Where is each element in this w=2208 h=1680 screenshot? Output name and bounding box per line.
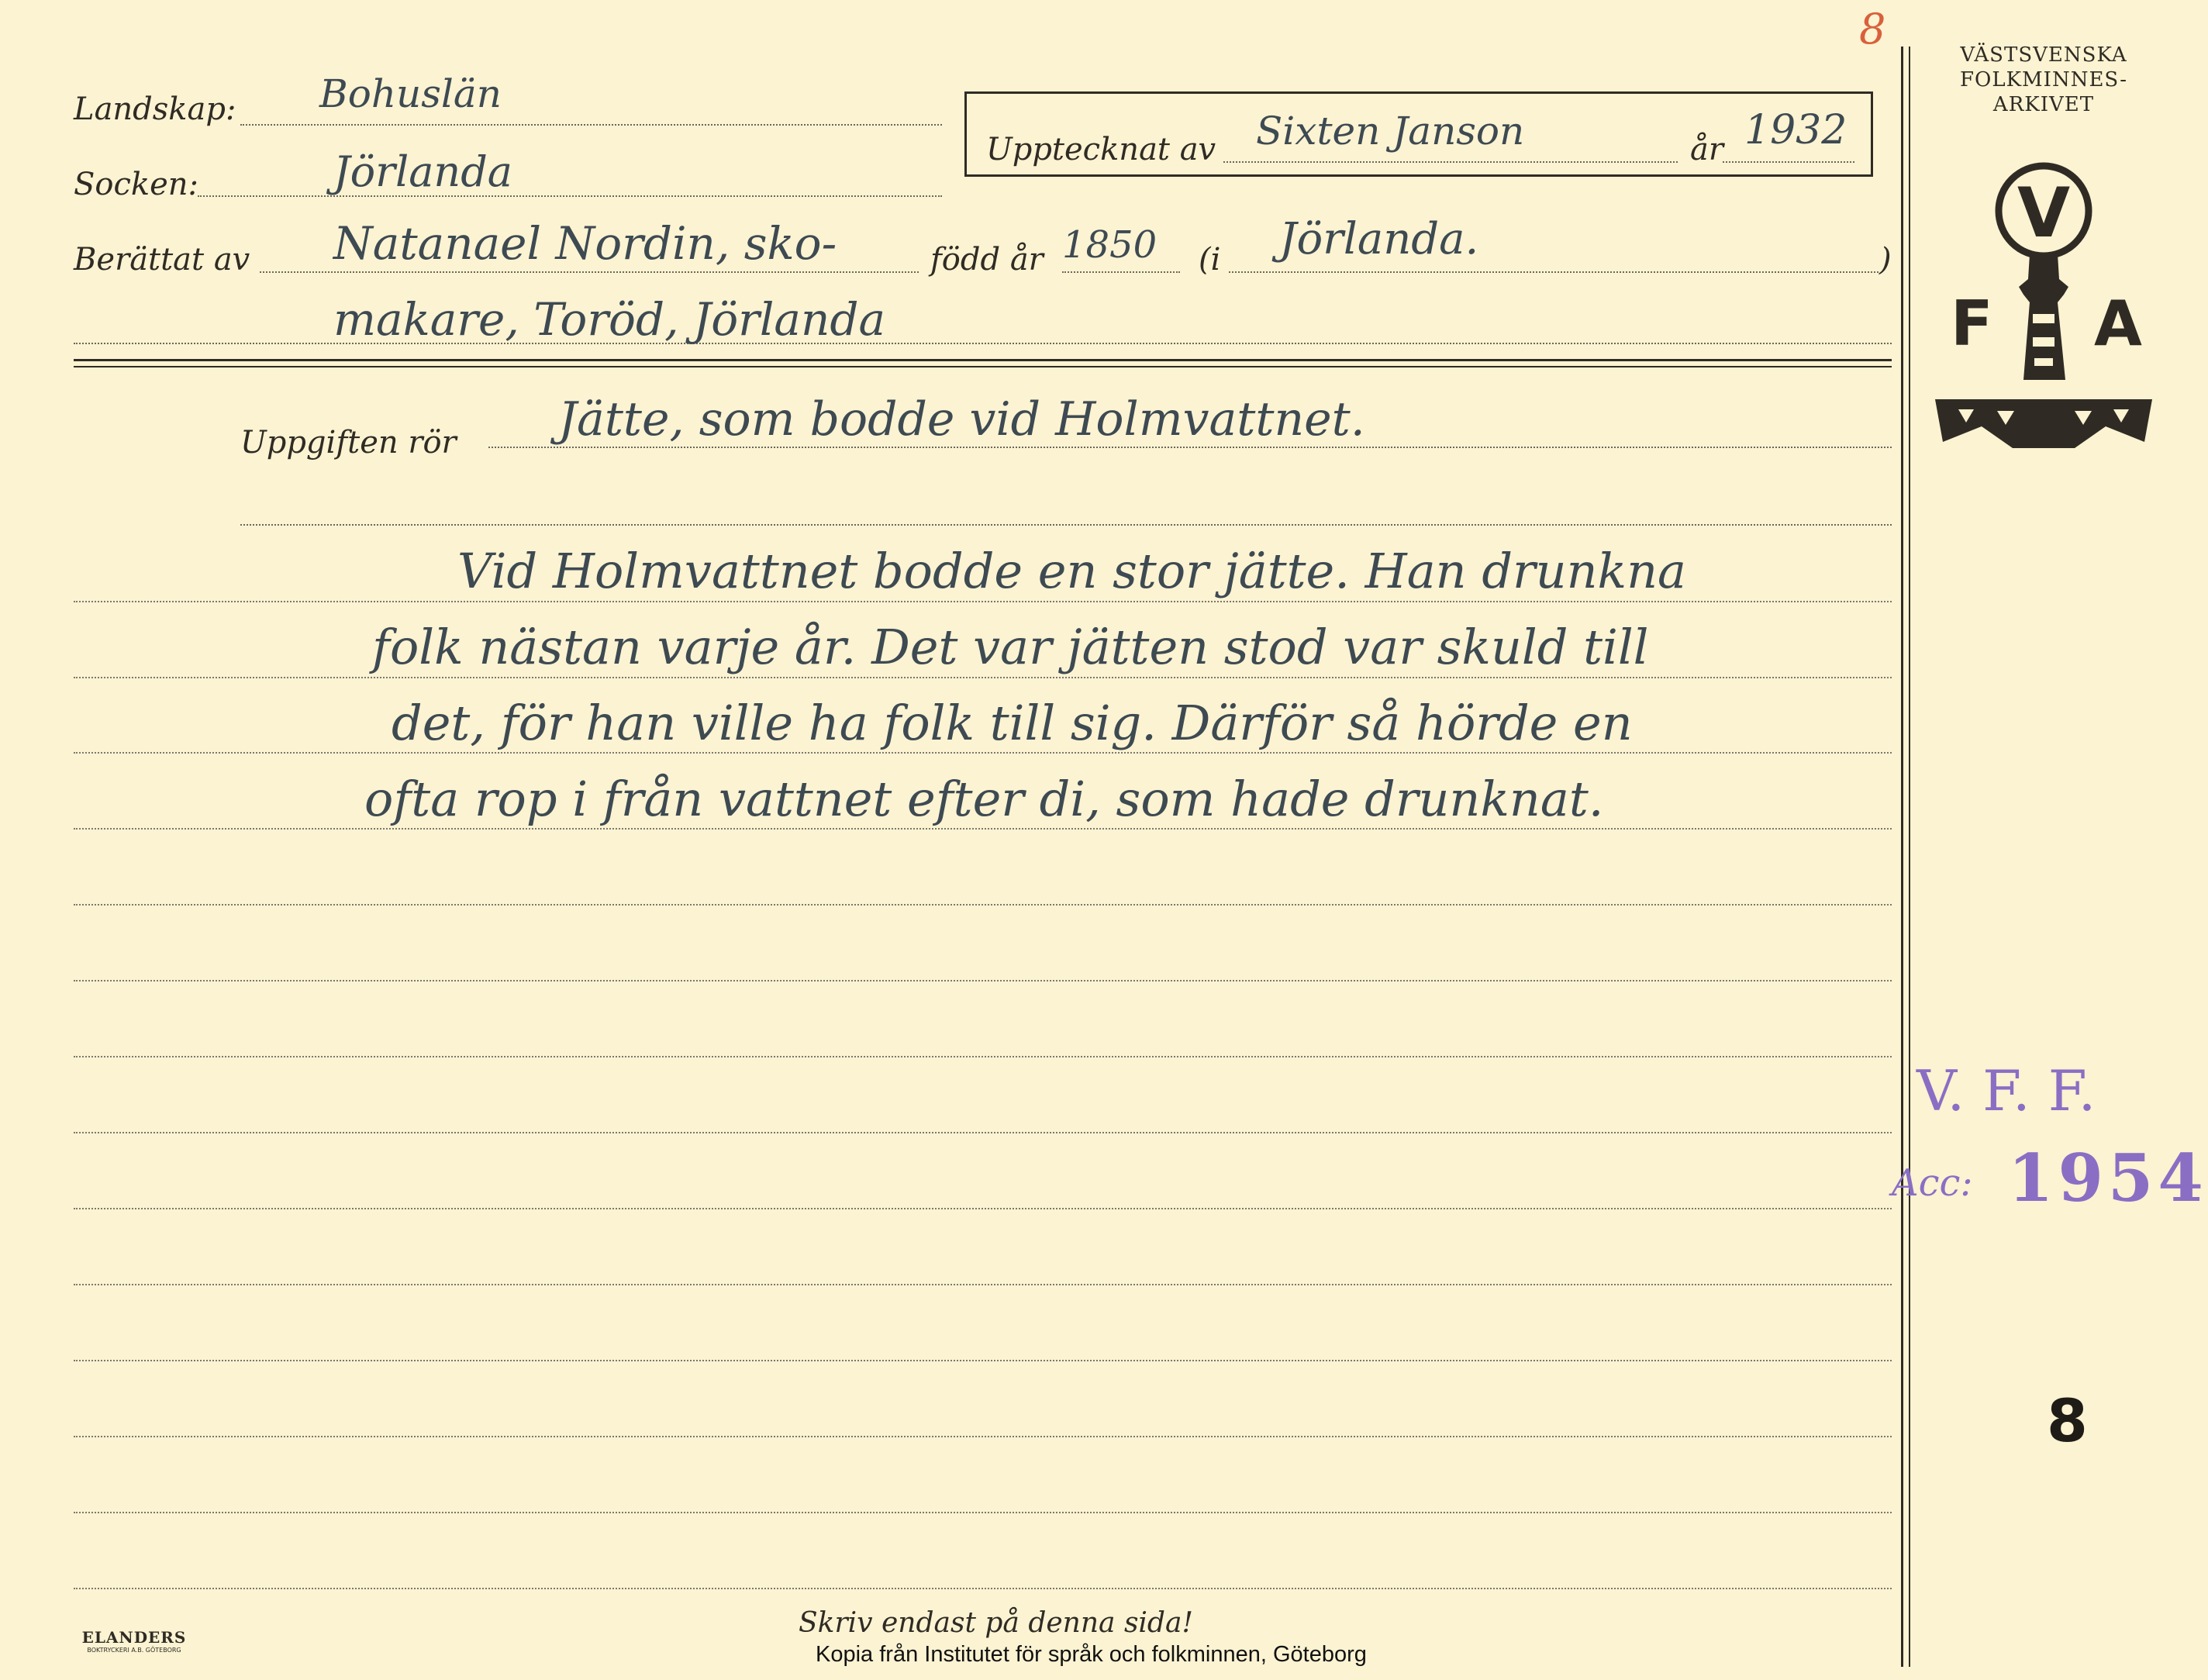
socken-value: Jörlanda [333, 147, 512, 196]
fodd-label: född år [930, 242, 1044, 278]
logo-f-letter: F [1951, 288, 1993, 360]
body-line-1: Vid Holmvattnet bodde en stor jätte. Han drunkna [457, 543, 1686, 599]
narrator-value-2: makare, Toröd, Jörlanda [333, 293, 886, 346]
ruled-line [74, 677, 1892, 678]
header-rule-bottom [74, 366, 1892, 367]
stamp-acc-number: 1954 [2008, 1140, 2208, 1216]
born-year-line [1062, 271, 1180, 273]
ruled-line [74, 752, 1892, 754]
subject-value: Jätte, som bodde vid Holmvattnet. [558, 392, 1365, 447]
ruled-line [74, 828, 1892, 830]
landskap-value: Bohuslän [319, 71, 502, 116]
logo-a-letter: A [2094, 288, 2142, 360]
vertical-divider [1901, 47, 1903, 1667]
recorder-line [1223, 161, 1678, 163]
archive-name-3: ARKIVET [1992, 93, 2095, 116]
ruled-line [74, 1284, 1892, 1285]
ruled-line [74, 1436, 1892, 1437]
footer-instruction: Skriv endast på denna sida! [799, 1607, 1193, 1639]
narrator-value-1: Natanael Nordin, sko- [333, 217, 837, 270]
uppgiften-label: Uppgiften rör [240, 425, 457, 461]
ruled-line [74, 904, 1892, 906]
socken-line [198, 195, 942, 197]
logo-v-letter: V [2017, 173, 2071, 253]
archive-name-1: VÄSTSVENSKA [1960, 43, 2127, 67]
ruled-line [74, 1056, 1892, 1057]
header-rule-top [74, 359, 1892, 361]
born-place-value: Jörlanda. [1279, 214, 1479, 264]
born-place-open-paren: (i [1199, 242, 1221, 278]
ruled-line [74, 601, 1892, 602]
born-place-line [1229, 271, 1879, 273]
printer-subline: BOKTRYCKERI A.B. GÖTEBORG [87, 1647, 181, 1654]
ruled-line [74, 1132, 1892, 1133]
year-value: 1932 [1744, 107, 1847, 154]
landskap-label: Landskap: [74, 91, 236, 127]
narrator-line-1 [260, 271, 919, 273]
archive-name-2: FOLKMINNES- [1960, 68, 2127, 91]
born-year-value: 1850 [1062, 223, 1157, 267]
stamp-vff: V. F. F. [1916, 1058, 2096, 1123]
page-number: 8 [2047, 1386, 2088, 1455]
printer-mark [68, 1628, 200, 1654]
year-line [1723, 161, 1854, 163]
subject-line [488, 447, 1892, 448]
born-place-close-paren: ) [1879, 242, 1892, 278]
year-label: år [1690, 132, 1723, 167]
copy-notice: Kopia från Institutet för språk och folkminnen, Göteborg [816, 1642, 1367, 1667]
ruled-line [74, 1512, 1892, 1513]
stamp-acc-label: Acc: [1892, 1161, 1973, 1205]
corner-number: 8 [1859, 5, 1886, 53]
ruled-line [74, 980, 1892, 981]
uppteckn-label: Upptecknat av [986, 132, 1216, 167]
ruled-line [74, 1588, 1892, 1589]
socken-label: Socken: [74, 167, 199, 202]
recorder-value: Sixten Janson [1256, 109, 1525, 154]
landskap-line [240, 124, 942, 126]
archive-logo-icon [1927, 155, 2160, 457]
ruled-line [74, 1208, 1892, 1209]
berattat-label: Berättat av [74, 242, 250, 278]
printer-name: ELANDERS [81, 1628, 187, 1647]
body-line-3: det, för han ville ha folk till sig. Därför så hörde en [392, 695, 1633, 751]
body-line-2: folk nästan varje år. Det var jätten stod var skuld till [372, 619, 1649, 675]
subject-line-2 [240, 524, 1892, 526]
body-line-4: ofta rop i från vattnet efter di, som hade drunknat. [364, 771, 1604, 827]
ruled-line [74, 1360, 1892, 1361]
vertical-divider-inner [1909, 47, 1910, 1667]
